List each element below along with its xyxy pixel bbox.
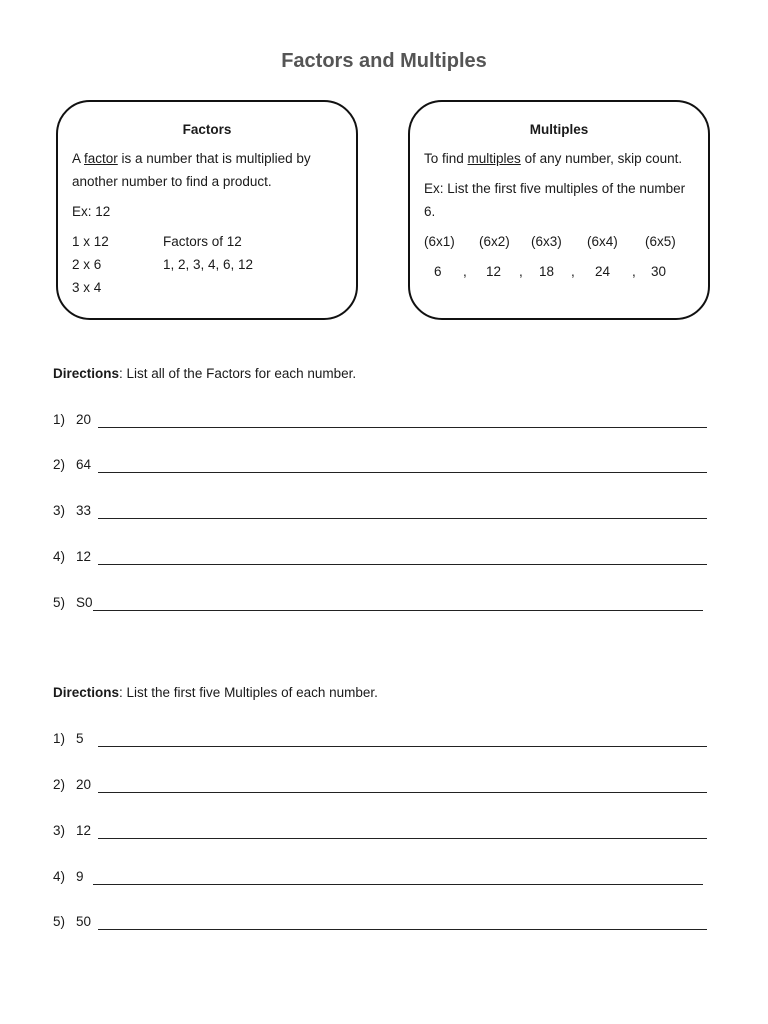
multiple-separator: , bbox=[463, 264, 467, 279]
multiple-definition bbox=[424, 147, 682, 170]
question-value: 20 bbox=[76, 412, 92, 427]
multiple-result: 30 bbox=[651, 264, 667, 279]
factor-def-pre: A bbox=[72, 151, 85, 166]
factor-question bbox=[53, 457, 707, 477]
question-number: 1) bbox=[53, 731, 66, 746]
multiple-separator: , bbox=[519, 264, 523, 279]
answer-line[interactable] bbox=[98, 427, 707, 428]
factor-question bbox=[53, 595, 703, 615]
multiple-result: 18 bbox=[539, 264, 555, 279]
question-number: 4) bbox=[53, 549, 66, 564]
factors-directions bbox=[53, 366, 356, 381]
factors-label: Factors of 12 bbox=[163, 234, 242, 249]
question-number: 5) bbox=[53, 595, 66, 610]
multiple-product: (6x4) bbox=[587, 234, 618, 249]
answer-line[interactable] bbox=[98, 746, 707, 747]
answer-line[interactable] bbox=[98, 929, 707, 930]
multiple-result: 12 bbox=[486, 264, 502, 279]
factors-heading: Factors bbox=[182, 122, 232, 137]
factor-question bbox=[53, 549, 707, 569]
question-number: 5) bbox=[53, 914, 66, 929]
question-number: 3) bbox=[53, 823, 66, 838]
factor-question bbox=[53, 412, 707, 432]
directions-text: : List the first five Multiples of each number. bbox=[119, 685, 378, 700]
page-title: Factors and Multiples bbox=[281, 50, 487, 72]
factor-definition-line2: another number to find a product. bbox=[72, 174, 272, 189]
question-number: 2) bbox=[53, 777, 66, 792]
multiple-product: (6x5) bbox=[645, 234, 676, 249]
answer-line[interactable] bbox=[98, 792, 707, 793]
multiples-term: multiples bbox=[467, 151, 521, 166]
multiple-product: (6x1) bbox=[424, 234, 455, 249]
directions-label: Directions bbox=[53, 366, 120, 381]
multiple-result: 24 bbox=[595, 264, 611, 279]
answer-line[interactable] bbox=[93, 610, 703, 611]
multiples-info-box bbox=[408, 100, 710, 320]
question-value: 12 bbox=[76, 823, 92, 838]
question-value: 64 bbox=[76, 457, 92, 472]
multiple-product: (6x2) bbox=[479, 234, 510, 249]
directions-text: : List all of the Factors for each number. bbox=[119, 366, 357, 381]
question-value: 9 bbox=[76, 869, 84, 884]
multiple-result: 6 bbox=[434, 264, 442, 279]
multiples-directions bbox=[53, 685, 378, 700]
question-number: 2) bbox=[53, 457, 66, 472]
multiple-question bbox=[53, 914, 707, 934]
question-number: 1) bbox=[53, 412, 66, 427]
multiple-product: (6x3) bbox=[531, 234, 562, 249]
factor-pair: 1 x 12 bbox=[72, 234, 109, 249]
answer-line[interactable] bbox=[98, 518, 707, 519]
factor-definition-line1 bbox=[72, 147, 311, 170]
question-value: 20 bbox=[76, 777, 92, 792]
factor-def-post: is a number that is multiplied by bbox=[117, 151, 311, 166]
factor-pair: 2 x 6 bbox=[72, 257, 102, 272]
question-value: 5 bbox=[76, 731, 84, 746]
factors-list: 1, 2, 3, 4, 6, 12 bbox=[163, 257, 254, 272]
factor-example: Ex: 12 bbox=[72, 204, 111, 219]
factor-question bbox=[53, 503, 707, 523]
multiples-heading: Multiples bbox=[529, 122, 589, 137]
question-value: 33 bbox=[76, 503, 92, 518]
answer-line[interactable] bbox=[98, 838, 707, 839]
directions-label: Directions bbox=[53, 685, 120, 700]
multiple-def-post: of any number, skip count. bbox=[520, 151, 683, 166]
factor-term: factor bbox=[84, 151, 118, 166]
factor-pair: 3 x 4 bbox=[72, 280, 102, 295]
answer-line[interactable] bbox=[93, 884, 703, 885]
multiple-question bbox=[53, 823, 707, 843]
multiple-example-line1: Ex: List the first five multiples of the number bbox=[424, 181, 686, 196]
multiple-question bbox=[53, 869, 703, 889]
question-value: 50 bbox=[76, 914, 92, 929]
multiple-separator: , bbox=[632, 264, 636, 279]
multiple-question bbox=[53, 777, 707, 797]
multiple-question bbox=[53, 731, 707, 751]
multiple-def-pre: To find bbox=[424, 151, 468, 166]
question-number: 4) bbox=[53, 869, 66, 884]
answer-line[interactable] bbox=[98, 472, 707, 473]
multiple-separator: , bbox=[571, 264, 575, 279]
question-value: 12 bbox=[76, 549, 92, 564]
question-number: 3) bbox=[53, 503, 66, 518]
factors-info-box bbox=[56, 100, 358, 320]
answer-line[interactable] bbox=[98, 564, 707, 565]
multiple-example-line2: 6. bbox=[424, 204, 436, 219]
question-value: S0 bbox=[76, 595, 93, 610]
